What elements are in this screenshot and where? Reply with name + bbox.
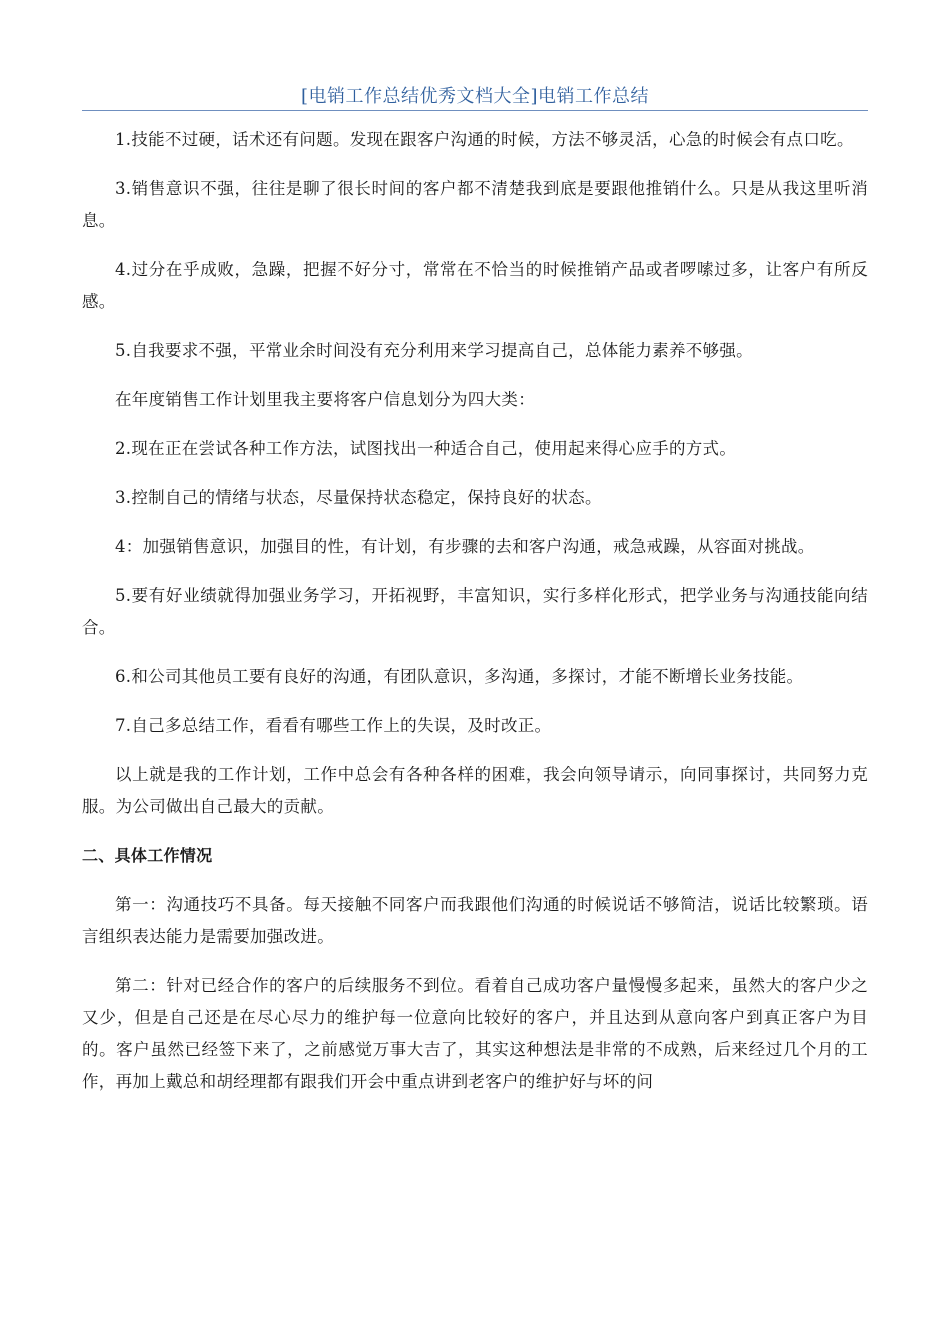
paragraph: 在年度销售工作计划里我主要将客户信息划分为四大类： <box>115 390 535 409</box>
section-heading: 二、具体工作情况 <box>82 846 213 865</box>
paragraph: 3.销售意识不强，往往是聊了很长时间的客户都不清楚我到底是要跟他推销什么。只是从我这里听消息。 <box>82 179 868 230</box>
paragraph: 2.现在正在尝试各种工作方法，试图找出一种适合自己，使用起来得心应手的方式。 <box>115 439 737 458</box>
paragraph: 第一：沟通技巧不具备。每天接触不同客户而我跟他们沟通的时候说话不够简洁，说话比较繁琐。语言组织表达能力是需要加强改进。 <box>82 895 868 946</box>
paragraph: 4.过分在乎成败，急躁，把握不好分寸，常常在不恰当的时候推销产品或者啰嗦过多，让客户有所反感。 <box>82 260 868 311</box>
paragraph: 以上就是我的工作计划，工作中总会有各种各样的困难，我会向领导请示，向同事探讨，共同努力克服。为公司做出自己最大的贡献。 <box>82 765 868 816</box>
paragraph: 7.自己多总结工作，看看有哪些工作上的失误，及时改正。 <box>115 716 552 735</box>
paragraph: 6.和公司其他员工要有良好的沟通，有团队意识，多沟通，多探讨，才能不断增长业务技能。 <box>115 667 804 686</box>
page-header <box>82 80 868 111</box>
document-body <box>82 124 868 1115</box>
header-title: [电销工作总结优秀文档大全]电销工作总结 <box>300 86 650 107</box>
paragraph: 4：加强销售意识，加强目的性，有计划，有步骤的去和客户沟通，戒急戒躁，从容面对挑战。 <box>115 537 815 556</box>
paragraph: 5.要有好业绩就得加强业务学习，开拓视野，丰富知识，实行多样化形式，把学业务与沟通技能向结合。 <box>82 586 868 637</box>
paragraph: 第二：针对已经合作的客户的后续服务不到位。看着自己成功客户量慢慢多起来，虽然大的客户少之又少，但是自己还是在尽心尽力的维护每一位意向比较好的客户，并且达到从意向客户到真正客户为目的。客户虽然已经签下来了，之前感觉万事大吉了，其实这种想法是非常的不成熟，后来经过几个月的工作，再加上戴总和胡经理都有跟我们开会中重点讲到老客户的维护好与坏的问 <box>82 976 868 1091</box>
paragraph: 3.控制自己的情绪与状态，尽量保持状态稳定，保持良好的状态。 <box>115 488 602 507</box>
paragraph: 5.自我要求不强，平常业余时间没有充分利用来学习提高自己，总体能力素养不够强。 <box>115 341 753 360</box>
paragraph: 1.技能不过硬，话术还有问题。发现在跟客户沟通的时候，方法不够灵活，心急的时候会有点口吃。 <box>115 130 854 149</box>
